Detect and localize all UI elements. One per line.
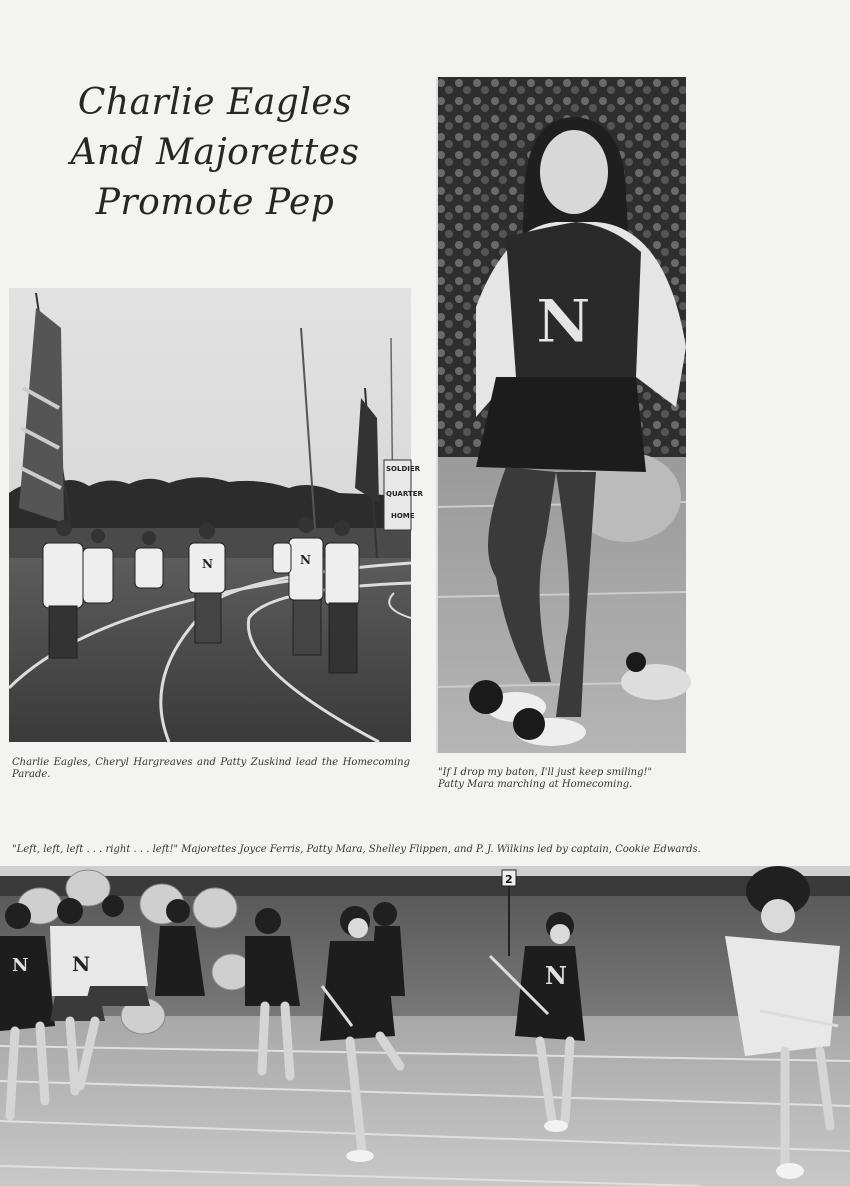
title-line-3: Promote Pep bbox=[95, 182, 335, 223]
majorette-caption bbox=[438, 767, 698, 791]
majorette-caption-desc: Patty Mara marching at Homecoming. bbox=[438, 779, 633, 790]
march-photo bbox=[0, 866, 850, 1186]
title-line-2: And Majorettes bbox=[70, 132, 360, 173]
svg-text:N: N bbox=[545, 961, 567, 990]
march-caption: "Left, left, left . . . right . . . left!" Majorettes Joyce Ferris, Patty Mara, Shelley Flippen, and P. J. Wilkins led by captain, Cookie Edwards. bbox=[12, 844, 701, 855]
sign-text-1: SOLDIER bbox=[386, 465, 421, 473]
parade-photo-image bbox=[9, 288, 423, 742]
svg-text:N: N bbox=[202, 557, 213, 571]
majorette-caption-quote: "If I drop my baton, I'll just keep smiling!" bbox=[438, 767, 653, 778]
majorette-photo-image bbox=[436, 77, 686, 753]
majorette-photo bbox=[436, 77, 686, 753]
parade-caption: Charlie Eagles, Cheryl Hargreaves and Patty Zuskind lead the Homecoming Parade. bbox=[12, 757, 410, 780]
sign-text-2: QUARTER bbox=[386, 490, 423, 498]
svg-text:N: N bbox=[536, 287, 591, 357]
sign-text-3: HOME bbox=[391, 512, 415, 520]
svg-text:N: N bbox=[12, 955, 29, 976]
title-line-1: Charlie Eagles bbox=[77, 82, 353, 123]
parade-photo bbox=[9, 288, 423, 742]
field-marker: 2 bbox=[505, 873, 513, 886]
march-photo-image bbox=[0, 866, 850, 1186]
page-title bbox=[40, 78, 390, 228]
svg-text:N: N bbox=[72, 952, 91, 976]
svg-text:N: N bbox=[300, 553, 311, 567]
